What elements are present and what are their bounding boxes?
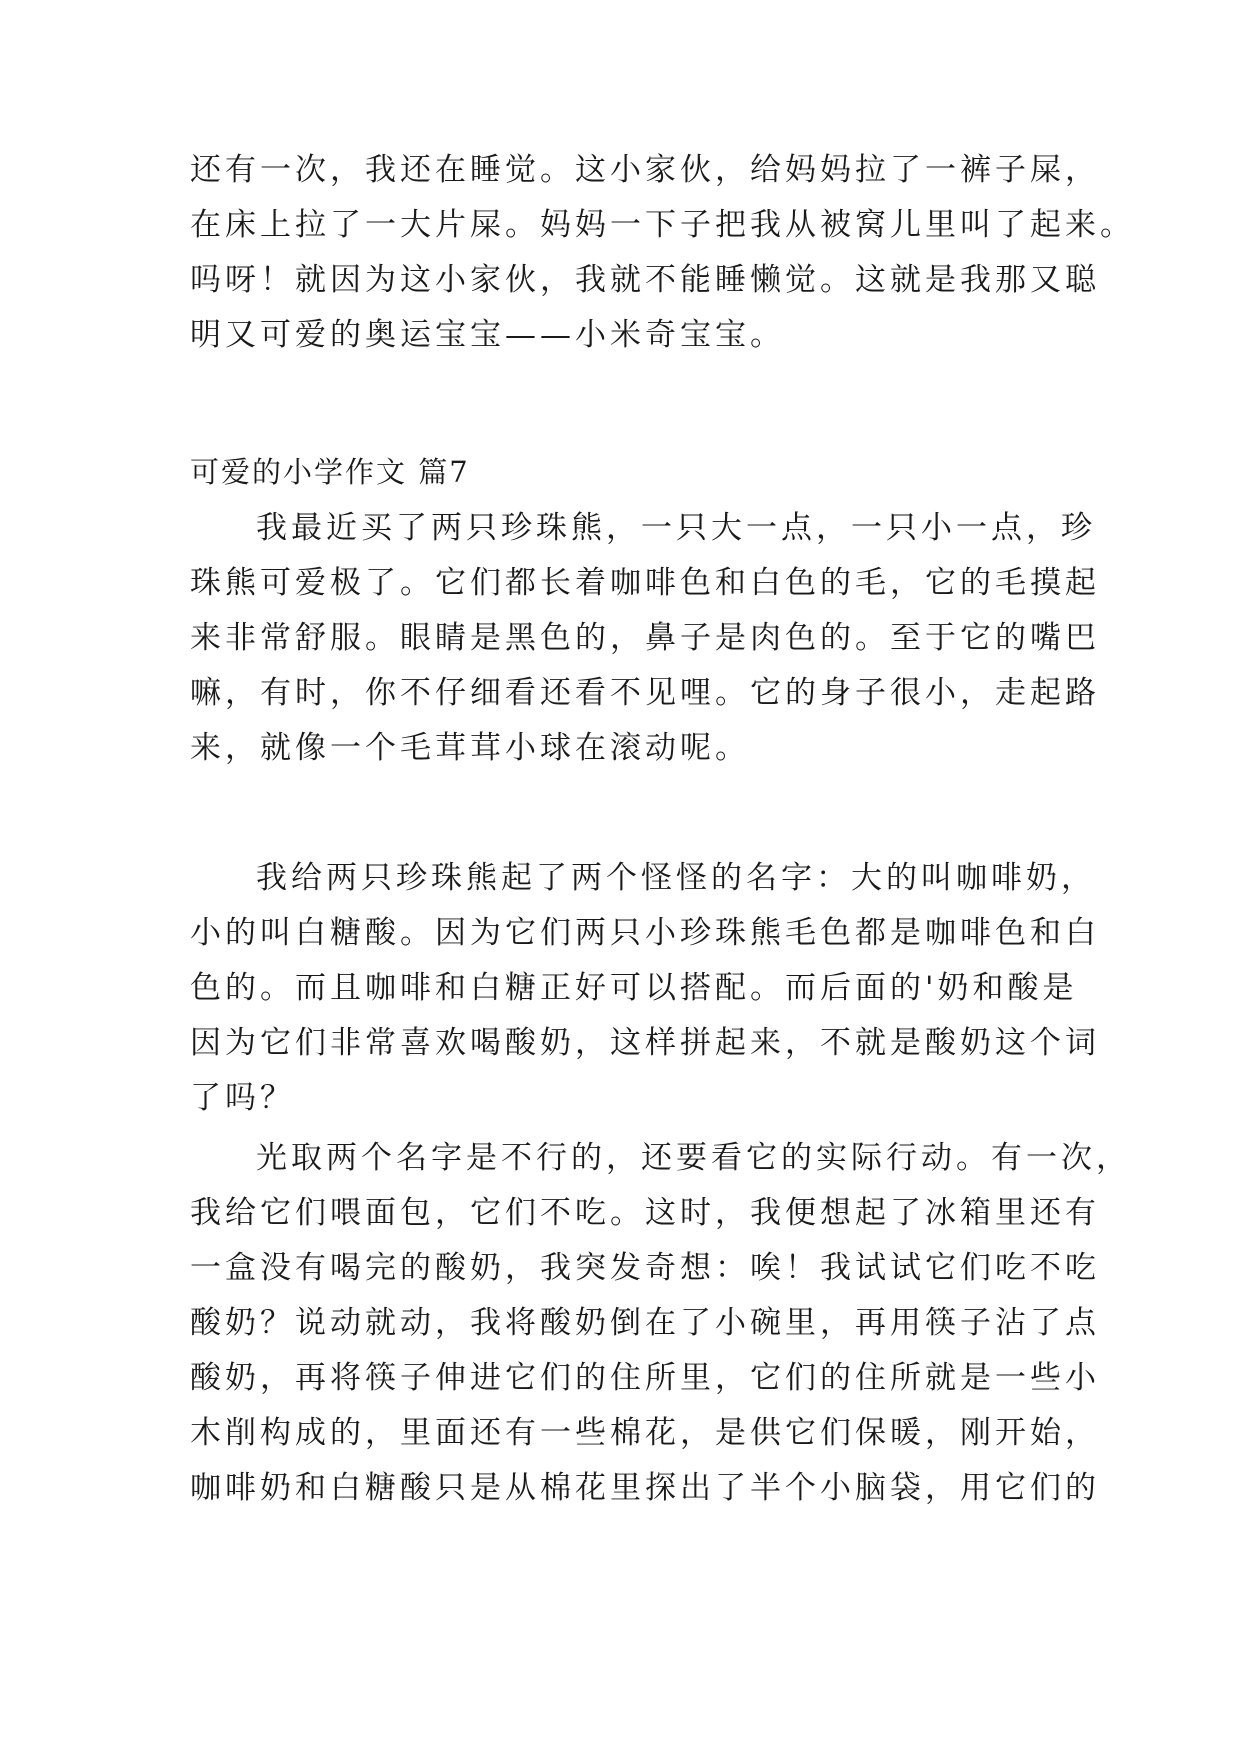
- paragraph-line: 酸奶？说动就动，我将酸奶倒在了小碗里，再用筷子沾了点: [190, 1305, 1100, 1341]
- paragraph-line: 小的叫白糖酸。因为它们两只小珍珠熊毛色都是咖啡色和白: [190, 915, 1100, 951]
- paragraph-line: 酸奶，再将筷子伸进它们的住所里，它们的住所就是一些小: [190, 1360, 1100, 1396]
- paragraph-line: 我给它们喂面包，它们不吃。这时，我便想起了冰箱里还有: [190, 1195, 1100, 1231]
- paragraph-line: 来非常舒服。眼睛是黑色的，鼻子是肉色的。至于它的嘴巴: [190, 620, 1100, 656]
- paragraph-line: 木削构成的，里面还有一些棉花，是供它们保暖，刚开始，: [190, 1415, 1100, 1451]
- section-heading: 可爱的小学作文 篇7: [190, 455, 470, 489]
- paragraph-line: 在床上拉了一大片屎。妈妈一下子把我从被窝儿里叫了起来。: [190, 207, 1135, 243]
- paragraph-line: 色的。而且咖啡和白糖正好可以搭配。而后面的'奶和酸是: [190, 970, 1078, 1006]
- paragraph-line: 还有一次，我还在睡觉。这小家伙，给妈妈拉了一裤子屎，: [190, 152, 1100, 188]
- paragraph-line: 来，就像一个毛茸茸小球在滚动呢。: [190, 730, 750, 766]
- paragraph-line: 因为它们非常喜欢喝酸奶，这样拼起来，不就是酸奶这个词: [190, 1025, 1100, 1061]
- paragraph-line: 一盒没有喝完的酸奶，我突发奇想：唉！我试试它们吃不吃: [190, 1250, 1100, 1286]
- paragraph-line: 了吗？: [190, 1080, 295, 1116]
- paragraph-line: 咖啡奶和白糖酸只是从棉花里探出了半个小脑袋，用它们的: [190, 1470, 1100, 1506]
- paragraph-line: 吗呀！就因为这小家伙，我就不能睡懒觉。这就是我那又聪: [190, 262, 1100, 298]
- paragraph-line: 光取两个名字是不行的，还要看它的实际行动。有一次，: [256, 1140, 1131, 1176]
- paragraph-line: 珠熊可爱极了。它们都长着咖啡色和白色的毛，它的毛摸起: [190, 565, 1100, 601]
- paragraph-line: 嘛，有时，你不仔细看还看不见哩。它的身子很小，走起路: [190, 675, 1100, 711]
- paragraph-line: 我给两只珍珠熊起了两个怪怪的名字：大的叫咖啡奶，: [256, 860, 1096, 896]
- paragraph-line: 明又可爱的奥运宝宝——小米奇宝宝。: [190, 317, 785, 353]
- paragraph-line: 我最近买了两只珍珠熊，一只大一点，一只小一点，珍: [256, 510, 1096, 546]
